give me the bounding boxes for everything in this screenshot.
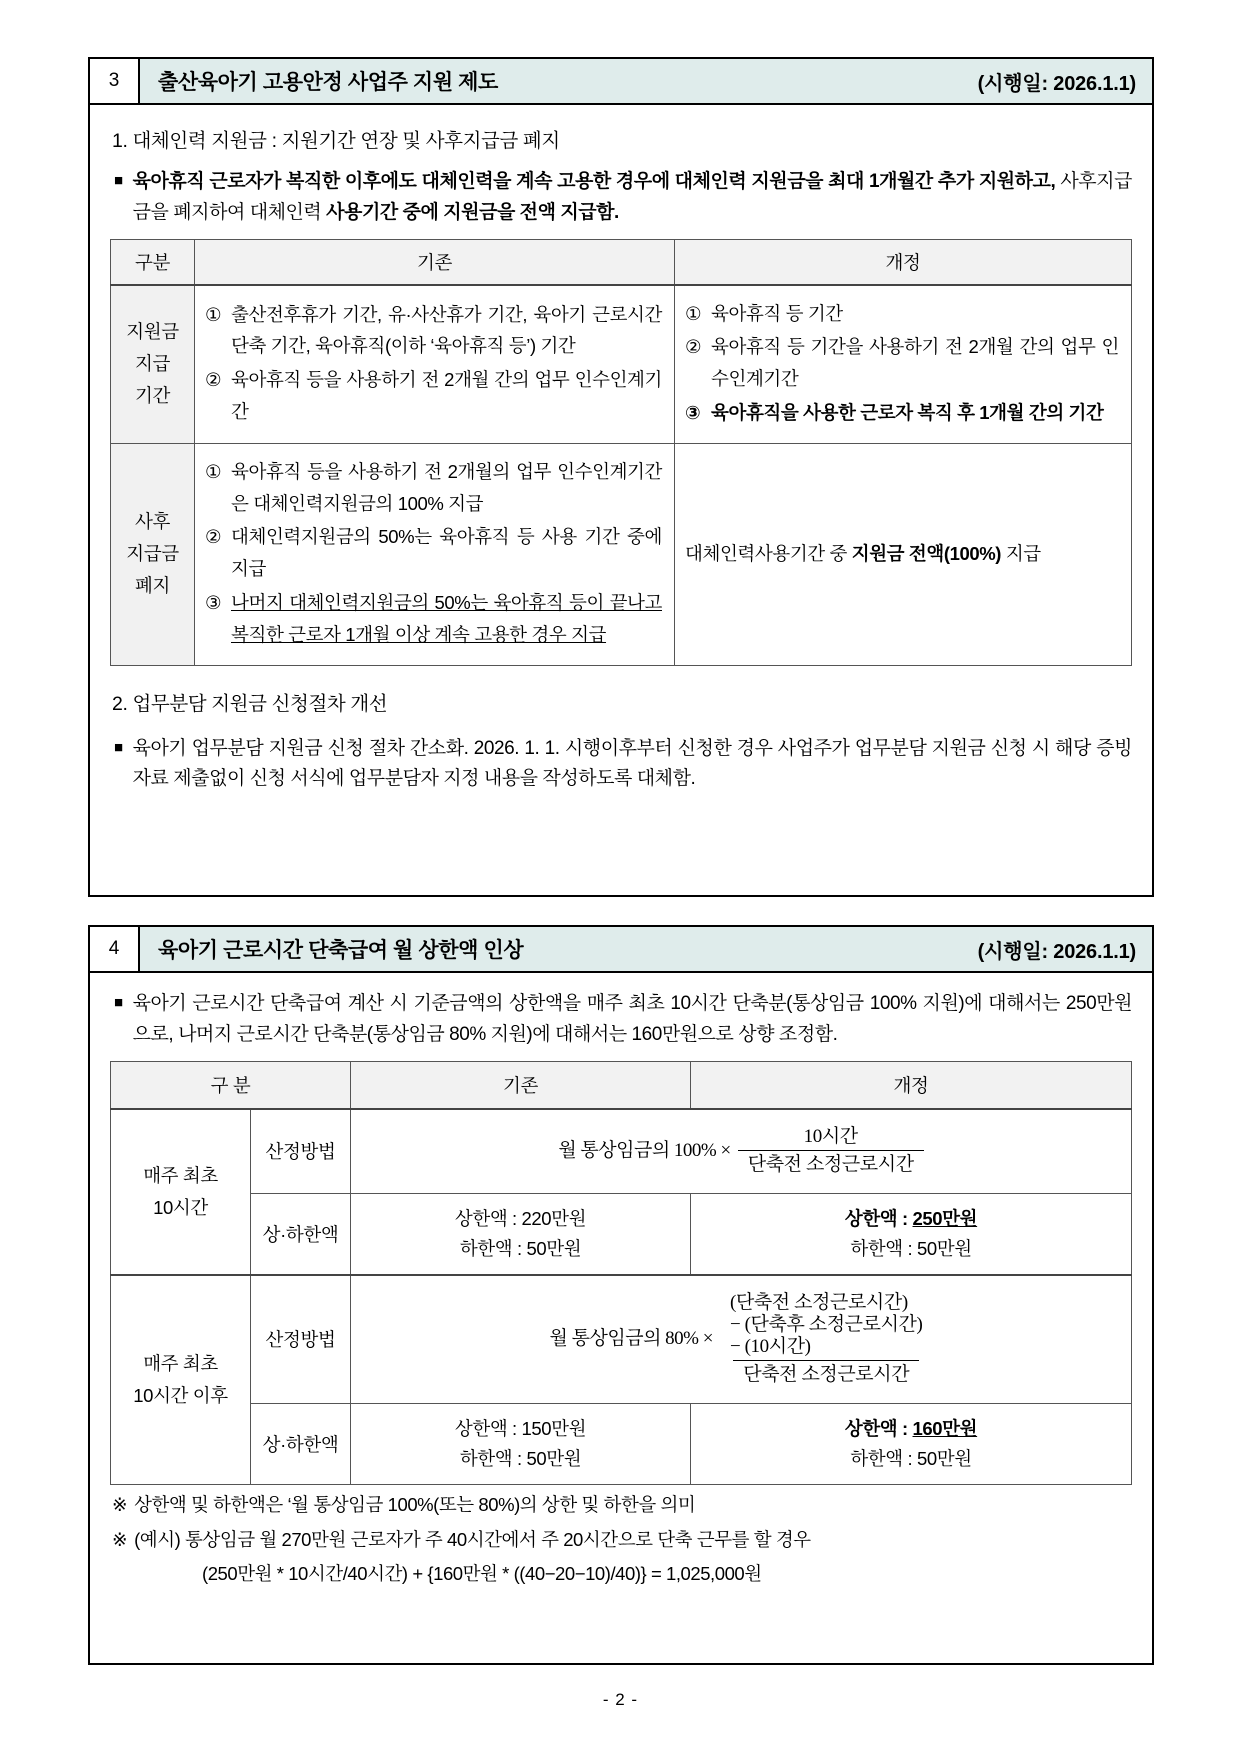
list-item-text: 대체인력지원금의 50%는 육아휴직 등 사용 기간 중에 지급 (231, 526, 662, 580)
existing-lower-limit: 하한액 : 50만원 (459, 1447, 582, 1469)
reference-mark-icon: ※ (112, 1493, 128, 1515)
section-4-bullet-1-text: 육아기 근로시간 단축급여 계산 시 기준금액의 상한액을 매주 최초 10시간 단축분(통상임금 100% 지원)에 대해서는 250만원으로, 나머지 근로시간 단축분(통상임금 80% 지원)에 대해서는 160만원으로 상향 조정함. (132, 993, 1132, 1045)
list-item-text: 육아휴직 등 기간을 사용하기 전 2개월 간의 업무 인수인계기간 (711, 336, 1119, 390)
group-label-line: 매주 최초 (143, 1353, 218, 1375)
footnote-1 (112, 1490, 1132, 1521)
row-label-line: 지원금 (126, 320, 179, 342)
table-header-category: 구분 (111, 239, 195, 285)
section-4-title-row (140, 927, 1152, 971)
cell-revised-limits-1 (691, 1194, 1132, 1275)
group-label-after-10-hours (111, 1275, 251, 1484)
square-bullet-icon: ■ (114, 994, 123, 1011)
table-header-row (111, 1061, 1132, 1109)
page-number: - 2 - (602, 1690, 639, 1709)
circled-2-icon: ② (205, 526, 222, 548)
section-4-title: 육아기 근로시간 단축급여 월 상한액 인상 (158, 939, 524, 962)
footnote-example-formula: (250만원 * 10시간/40시간) + {160만원 * ((40−20−10)/40)} = 1,025,000원 (202, 1562, 762, 1584)
circled-2-icon: ② (205, 369, 222, 391)
row-label-post-payment-abolition (111, 443, 195, 665)
table-row (111, 1275, 1132, 1403)
footnote-2 (112, 1525, 1132, 1556)
row-label-line: 기간 (135, 385, 170, 407)
sub-label-calculation-method: 산정방법 (251, 1275, 351, 1403)
table2-header-revised: 개정 (691, 1061, 1132, 1109)
list-item-text: 육아휴직 등을 사용하기 전 2개월 간의 업무 인수인계기간 (231, 369, 662, 422)
fraction-denominator: 단축전 소정근로시간 (733, 1360, 919, 1387)
square-bullet-icon: ■ (114, 172, 123, 189)
revised-lower-limit: 하한액 : 50만원 (850, 1447, 972, 1469)
circled-1-icon: ① (205, 460, 222, 482)
formula-100-percent (357, 1120, 1125, 1184)
fraction (720, 1292, 932, 1387)
list-item (685, 298, 1119, 330)
cell-revised-post-payment (675, 443, 1132, 665)
list-item-text: 나머지 대체인력지원금의 50%는 육아휴직 등이 끝나고 복직한 근로자 1개월 이상 계속 고용한 경우 지급 (231, 592, 662, 645)
fraction-numerator (720, 1292, 932, 1360)
cell-existing-limits-2 (351, 1403, 691, 1484)
table-header-row (111, 239, 1132, 285)
numerator-line-2: − (단축후 소정근로시간) (729, 1314, 923, 1336)
group-label-line: 10시간 (153, 1196, 208, 1218)
cell-revised-support-period (675, 285, 1132, 444)
reduction-allowance-table (110, 1061, 1132, 1485)
footnote-2-text: (예시) 통상임금 월 270만원 근로자가 주 40시간에서 주 20시간으로 단축 근무를 할 경우 (134, 1529, 811, 1551)
fraction (738, 1126, 924, 1178)
formula-left-term: 월 통상임금의 80% × (549, 1328, 713, 1350)
revised-upper-limit-value: 250만원 (912, 1208, 978, 1230)
revised-text-prefix: 대체인력사용기간 중 (685, 543, 852, 565)
list-item-text: 육아휴직을 사용한 근로자 복직 후 1개월 간의 기간 (711, 401, 1104, 423)
cell-revised-limits-2 (691, 1403, 1132, 1484)
numerator-line-3: − (10시간) (729, 1336, 811, 1358)
section-3-bullet-1-text (133, 167, 1132, 229)
revised-upper-limit-prefix: 상한액 : (844, 1417, 913, 1439)
table-row (111, 443, 1132, 665)
section-4 (88, 925, 1154, 1665)
section-3 (88, 57, 1154, 897)
cell-existing-post-payment (195, 443, 675, 665)
section-4-number: 4 (90, 927, 140, 971)
section-3-header (90, 59, 1152, 105)
sub-label-upper-lower-limit: 상·하한액 (251, 1194, 351, 1275)
existing-upper-limit: 상한액 : 150만원 (454, 1417, 587, 1439)
list-item (205, 364, 662, 428)
cell-existing-limits-1 (351, 1194, 691, 1275)
group-label-line: 10시간 이후 (133, 1384, 228, 1406)
row-label-line: 지급 (135, 352, 170, 374)
fraction-numerator: 10시간 (803, 1125, 858, 1147)
revised-text-bold: 지원금 전액(100%) (851, 543, 1002, 565)
list-item-text: 육아휴직 등을 사용하기 전 2개월의 업무 인수인계기간은 대체인력지원금의 100% 지급 (231, 460, 662, 514)
circled-1-icon: ① (205, 303, 222, 325)
row-label-line: 사후 (135, 510, 170, 532)
table2-header-category: 구 분 (111, 1061, 351, 1109)
circled-1-icon: ① (685, 302, 702, 324)
existing-lower-limit: 하한액 : 50만원 (459, 1238, 582, 1260)
section-3-bullet-1 (114, 167, 1132, 229)
formula-left-term: 월 통상임금의 100% × (558, 1139, 731, 1161)
section-3-title-row (140, 59, 1152, 103)
revised-lower-limit: 하한액 : 50만원 (850, 1238, 972, 1260)
bullet-1-part-1: 육아휴직 근로자가 복직한 이후에도 대체인력을 계속 고용한 경우에 대체인력 지원금을 최대 1개월간 추가 지원하고, (132, 171, 1056, 192)
formula-cell-80-percent (351, 1275, 1132, 1403)
row-label-support-period (111, 285, 195, 444)
group-label-first-10-hours (111, 1109, 251, 1275)
table-row (111, 1194, 1132, 1275)
section-4-header (90, 927, 1152, 973)
circled-3-icon: ③ (685, 401, 701, 423)
item-1-heading: 1. 대체인력 지원금 : 지원기간 연장 및 사후지급금 폐지 (112, 130, 560, 152)
revised-text-suffix: 지급 (1001, 543, 1041, 565)
list-item (685, 331, 1119, 395)
list-item-text: 출산전후휴가 기간, 유·사산휴가 기간, 육아기 근로시간 단축 기간, 육아휴직(이하 ‘육아휴직 등’) 기간 (231, 303, 662, 357)
section-3-title: 출산육아기 고용안정 사업주 지원 제도 (158, 71, 498, 94)
reference-mark-icon: ※ (112, 1529, 128, 1551)
section-4-body (90, 973, 1152, 1596)
list-item (205, 521, 662, 585)
group-label-line: 매주 최초 (143, 1165, 218, 1187)
section-3-number: 3 (90, 59, 140, 103)
bullet-1-part-2: 사후지급금을 폐지하여 대체인력 (132, 171, 1132, 223)
table-row (111, 285, 1132, 444)
item-2-heading: 2. 업무분담 지원금 신청절차 개선 (112, 692, 388, 715)
table-row (111, 1403, 1132, 1484)
list-item (205, 456, 662, 520)
table2-header-existing: 기존 (351, 1061, 691, 1109)
list-item (685, 397, 1119, 429)
revised-upper-limit-row (697, 1414, 1125, 1444)
circled-3-icon: ③ (205, 592, 222, 614)
support-comparison-table (110, 239, 1132, 666)
sub-label-upper-lower-limit: 상·하한액 (251, 1403, 351, 1484)
footnote-1-text: 상한액 및 하한액은 ‘월 통상임금 100%(또는 80%)의 상한 및 하한을 의미 (134, 1493, 696, 1515)
section-3-effective-date: (시행일: 2026.1.1) (977, 72, 1136, 95)
table-header-existing: 기존 (195, 239, 675, 285)
table-header-revised: 개정 (675, 239, 1132, 285)
revised-upper-limit-prefix: 상한액 : (844, 1208, 913, 1230)
list-item (205, 299, 662, 363)
numerator-line-1: (단축전 소정근로시간) (729, 1292, 908, 1314)
formula-cell-100-percent (351, 1109, 1132, 1194)
revised-upper-limit-value: 160만원 (912, 1417, 978, 1439)
row-label-line: 폐지 (135, 575, 170, 597)
section-4-effective-date: (시행일: 2026.1.1) (977, 940, 1136, 963)
circled-2-icon: ② (685, 336, 702, 358)
table-row (111, 1109, 1132, 1194)
section-3-body (90, 105, 1152, 815)
list-item-text: 육아휴직 등 기간 (711, 302, 843, 324)
cell-existing-support-period (195, 285, 675, 444)
section-4-bullet-1 (114, 989, 1132, 1051)
square-bullet-icon: ■ (114, 738, 123, 756)
fraction-denominator: 단축전 소정근로시간 (738, 1150, 924, 1177)
revised-upper-limit-row (697, 1204, 1125, 1234)
bullet-1-part-3: 사용기간 중에 지원금을 전액 지급함. (326, 201, 619, 223)
section-3-bullet-2-text: 육아기 업무분담 지원금 신청 절차 간소화. 2026. 1. 1. 시행이후부터 신청한 경우 사업주가 업무분담 지원금 신청 시 해당 증빙자료 제출없이 신청 서식에 업무분담자 지정 내용을 작성하도록 대체함. (132, 737, 1132, 790)
formula-80-percent (357, 1286, 1125, 1393)
sub-label-calculation-method: 산정방법 (251, 1109, 351, 1194)
section-3-bullet-2 (114, 734, 1132, 796)
list-item (205, 587, 662, 651)
existing-upper-limit: 상한액 : 220만원 (454, 1208, 587, 1230)
row-label-line: 지급금 (126, 543, 179, 565)
